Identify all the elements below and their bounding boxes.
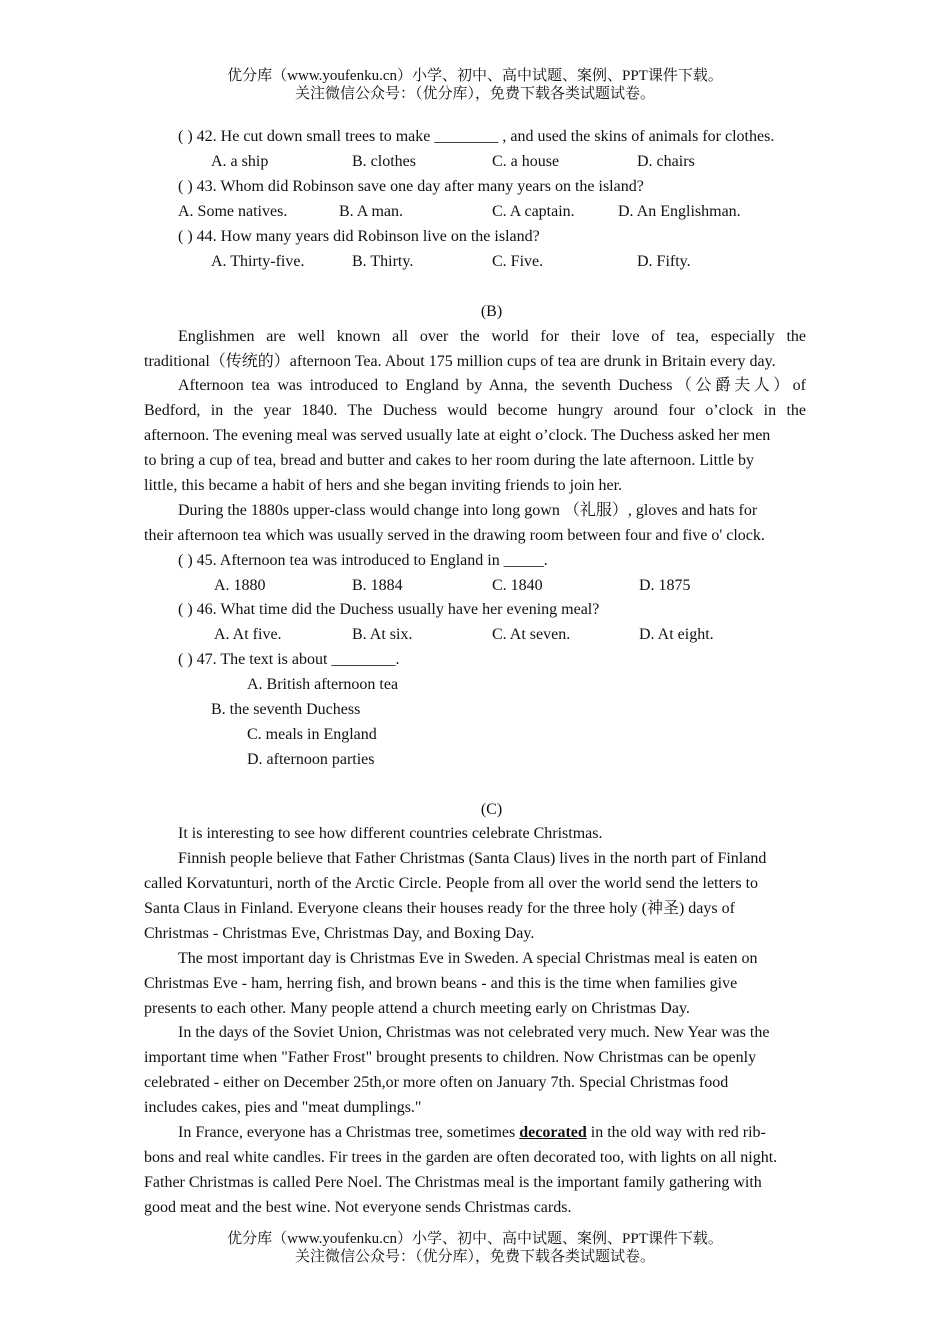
q45-option-b: B. 1884 [352,577,403,594]
section-b-line: Bedford, in the year 1840. The Duchess would become hungry around four o’clock in the [144,402,806,419]
q42-option-b: B. clothes [352,153,416,170]
section-b-line: little, this became a habit of hers and she began inviting friends to join her. [144,477,623,494]
section-c-line [178,1123,766,1143]
section-c-line: celebrated - either on December 25th,or more often on January 7th. Special Christmas food [144,1074,729,1091]
section-c-line: It is interesting to see how different countries celebrate Christmas. [178,825,603,842]
q43-stem: ( ) 43. Whom did Robinson save one day after many years on the island? [178,178,644,195]
section-b-line: their afternoon tea which was usually served in the drawing room between four and five o' clock. [144,527,765,544]
section-c-line: Father Christmas is called Pere Noel. The Christmas meal is the important family gathering with [144,1174,762,1191]
q45-option-c: C. 1840 [492,577,543,594]
section-c-line: important time when "Father Frost" brought presents to children. Now Christmas can be openly [144,1049,757,1066]
section-b-line: to bring a cup of tea, bread and butter and cakes to her room during the late afternoon. Little by [144,452,755,469]
q42-option-a: A. a ship [211,153,269,170]
q46-stem: ( ) 46. What time did the Duchess usually have her evening meal? [178,601,600,618]
section-c-line: presents to each other. Many people attend a church meeting early on Christmas Day. [144,1000,690,1017]
section-b-line: afternoon. The evening meal was served usually late at eight o’clock. The Duchess asked her men [144,427,771,444]
footer-line-1: 优分库（www.youfenku.cn）小学、初中、高中试题、案例、PPT课件下载。 [227,1231,723,1247]
q45-stem: ( ) 45. Afternoon tea was introduced to England in _____. [178,552,548,569]
q46-option-b: B. At six. [352,626,413,643]
q43-option-d: D. An Englishman. [618,203,741,220]
q46-option-a: A. At five. [214,626,282,643]
section-b-line: Afternoon tea was introduced to England by Anna, the seventh Duchess（公爵夫人）of [178,377,806,394]
section-c-line: The most important day is Christmas Eve in Sweden. A special Christmas meal is eaten on [178,950,758,967]
q42-option-d: D. chairs [637,153,695,170]
section-c-line: called Korvatunturi, north of the Arctic Circle. People from all over the world send the letters to [144,875,759,892]
header-line-1: 优分库（www.youfenku.cn）小学、初中、高中试题、案例、PPT课件下载。 [227,68,723,84]
footer-line-2: 关注微信公众号：（优分库），免费下载各类试题试卷。 [294,1249,655,1265]
decorated-word: decorated [519,1124,587,1141]
q47-stem: ( ) 47. The text is about ________. [178,651,400,668]
section-b-line: Englishmen are well known all over the world for their love of tea, especially the [178,328,806,345]
section-c-heading: (C) [480,801,503,818]
q44-option-a: A. Thirty-five. [211,253,305,270]
section-c-line: Christmas - Christmas Eve, Christmas Day, and Boxing Day. [144,925,535,942]
section-c-text: in the old way with red rib- [586,1124,766,1141]
section-c-line: good meat and the best wine. Not everyone sends Christmas cards. [144,1199,572,1216]
q47-option-c: C. meals in England [247,726,377,743]
q44-stem: ( ) 44. How many years did Robinson live on the island? [178,228,540,245]
q47-option-d: D. afternoon parties [247,751,375,768]
section-c-line: Santa Claus in Finland. Everyone cleans their houses ready for the three holy (神圣) days of [144,900,735,917]
section-b-line: traditional（传统的）afternoon Tea. About 175 million cups of tea are drunk in Britain every day. [144,353,776,370]
section-b-line: During the 1880s upper-class would change into long gown （礼服）, gloves and hats for [178,502,758,519]
section-c-line: includes cakes, pies and "meat dumplings." [144,1099,422,1116]
q47-option-b: B. the seventh Duchess [211,701,361,718]
section-c-text: In France, everyone has a Christmas tree, sometimes [178,1124,520,1141]
q44-option-c: C. Five. [492,253,544,270]
q42-stem: ( ) 42. He cut down small trees to make ________ , and used the skins of animals for clothes. [178,128,775,145]
q45-option-a: A. 1880 [214,577,266,594]
q46-option-d: D. At eight. [639,626,714,643]
q43-option-c: C. A captain. [492,203,575,220]
q45-option-d: D. 1875 [639,577,691,594]
q43-option-b: B. A man. [339,203,404,220]
section-c-line: bons and real white candles. Fir trees in the garden are often decorated too, with lights on all night. [144,1149,778,1166]
q44-option-d: D. Fifty. [637,253,691,270]
q43-option-a: A. Some natives. [178,203,288,220]
section-c-line: Finnish people believe that Father Christmas (Santa Claus) lives in the north part of Finland [178,850,767,867]
q47-option-a: A. British afternoon tea [247,676,399,693]
section-b-heading: (B) [480,303,503,320]
q46-option-c: C. At seven. [492,626,571,643]
section-c-line: In the days of the Soviet Union, Christmas was not celebrated very much. New Year was the [178,1024,770,1041]
section-c-line: Christmas Eve - ham, herring fish, and brown beans - and this is the time when families give [144,975,738,992]
q44-option-b: B. Thirty. [352,253,414,270]
q42-option-c: C. a house [492,153,560,170]
header-line-2: 关注微信公众号：（优分库），免费下载各类试题试卷。 [294,86,655,102]
